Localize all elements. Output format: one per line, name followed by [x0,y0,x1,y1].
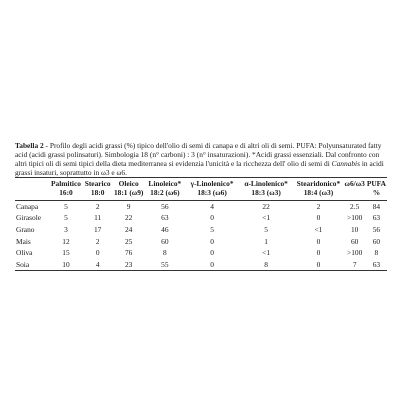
header-sub-cell: 18:4 (ω3) [293,189,343,200]
header-sub-cell: 16:0 [50,189,83,200]
table-cell: 9 [126,201,131,211]
header-cell: Palmitico [51,179,81,188]
table-cell: 10 [350,225,359,235]
header-cell: ω6/ω3 [344,179,365,188]
header-cell: PUFA [366,179,386,188]
table-cell: 0 [210,248,214,258]
table-cell: 5 [64,201,68,211]
row-label-cell: Canapa [16,201,39,211]
table-row [15,259,387,271]
header-cell: Stearico [84,179,111,188]
row-label-cell: Soia [15,259,50,271]
row-label-cell: Oliva [16,248,33,258]
table-row [15,247,387,259]
table-body [15,200,387,271]
header-sub-cell: 18:0 [82,189,113,200]
header-sub-cell: 18:3 (ω3) [239,189,293,200]
header-sub-cell: 18:2 (ω6) [144,189,185,200]
caption-text-1: - Profilo degli acidi grassi (%) tipico dell'olio di semi di canapa e di altri oli di semi. PUFA: Polyunsaturated fatty acid (acidi grassi polinsaturi). Simbologia 18 (n° carboni) : 3 (n° insaturazioni). *Acidi grassi essenziali. Dal confronto con altri tipici oli di semi tipici della dieta mediterranea si evidenzia l'unicità e la ricchezza dell' olio di semi di [15,141,382,169]
table-cell: 8 [239,259,293,271]
table-cell: 4 [210,201,214,211]
table-cell: 0 [316,236,321,246]
table-cell: 0 [210,213,214,223]
table-cell: <1 [314,225,323,235]
table-cell: <1 [262,248,271,258]
table-cell: 24 [124,225,133,235]
fatty-acid-table [15,177,387,271]
table-cell: 0 [185,259,239,271]
table-cell: 4 [82,259,113,271]
header-sub-cell: 18:1 (ω9) [113,189,144,200]
table-row [15,235,387,247]
header-cell [15,178,50,189]
header-sub-cell [15,189,50,200]
caption-label: Tabella 2 [15,141,44,151]
header-row-subs [15,189,387,200]
row-label-cell: Grano [16,225,35,235]
table-cell: 60 [350,236,359,246]
row-label-cell: Mais [16,236,31,246]
header-cell: γ-Linolenico* [190,179,234,188]
table-cell: 5 [210,225,214,235]
table-cell: 60 [161,236,169,246]
header-cell: Oleico [118,179,139,188]
table-cell: 0 [316,248,321,258]
table-row [15,200,387,212]
table-row [15,224,387,236]
table-cell: 2 [95,201,100,211]
table-cell: 2 [95,236,100,246]
table-cell: 0 [293,259,343,271]
table-cell: 63 [372,213,381,223]
table-cell: 56 [372,225,381,235]
caption-text-2: in acidi grassi insaturi, soprattutto in ω3 e ω6. [15,159,384,178]
table-cell: 2 [316,201,321,211]
table-cell: 76 [124,248,133,258]
table-cell: 5 [264,225,268,235]
header-cell: α-Linolenico* [244,179,288,188]
table-cell: 55 [144,259,185,271]
table-cell: 3 [64,225,68,235]
table-caption [15,142,387,178]
caption-italic-word: Cannabis [331,159,360,169]
table-cell: 84 [372,201,381,211]
row-label-cell: Girasole [16,213,42,223]
table-cell: 2.5 [350,201,360,211]
table-cell: 63 [161,213,169,223]
table-cell: 0 [210,236,214,246]
table-cell: 10 [50,259,83,271]
table-cell: 1 [264,236,268,246]
header-sub-cell [344,189,366,200]
header-sub-cell: % [366,189,387,200]
table-cell: 22 [262,201,270,211]
table-cell: 5 [64,213,68,223]
table-cell: >100 [347,213,363,223]
table-cell: 8 [162,248,167,258]
table-cell: 15 [62,248,70,258]
table-cell: <1 [262,213,271,223]
table-cell: 60 [372,236,381,246]
table-cell: 23 [113,259,144,271]
table-cell: 17 [93,225,102,235]
table-cell: 22 [124,213,133,223]
table-cell: 46 [161,225,169,235]
table-cell: 12 [62,236,70,246]
table-cell: 7 [344,259,366,271]
header-cell: Stearidonico* [296,179,341,188]
table-cell: 0 [95,248,100,258]
header-cell: Linoleico* [148,179,182,188]
table-cell: 63 [366,259,387,271]
table-cell: 0 [316,213,321,223]
table-cell: 56 [161,201,169,211]
table-cell: 8 [374,248,379,258]
table-cell: 11 [94,213,102,223]
table-cell: >100 [347,248,363,258]
header-sub-cell: 18:3 (ω6) [185,189,239,200]
table-cell: 25 [124,236,133,246]
table-row [15,212,387,224]
